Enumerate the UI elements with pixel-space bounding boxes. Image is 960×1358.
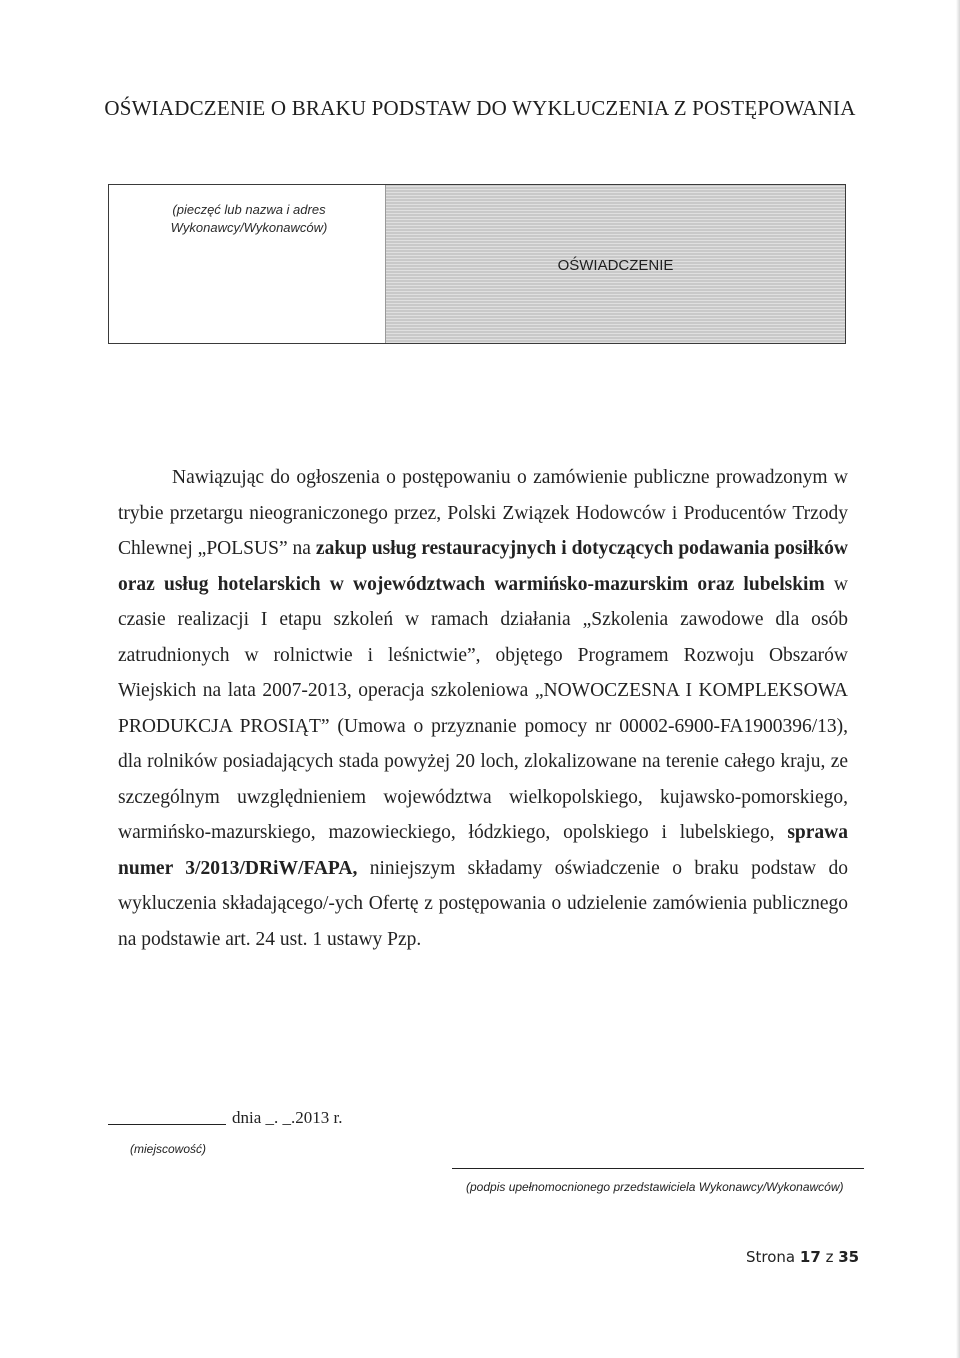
statement-scope-bold: zakup usług restauracyjnych i dotyczących podawania posiłków oraz usług hotelarskich w województwach warmińsko-mazurskim oraz lubelskim bbox=[118, 538, 849, 595]
place-line bbox=[108, 1124, 226, 1125]
header-box bbox=[108, 184, 846, 344]
statement-part-1: Nawiązując do ogłoszenia o postępowaniu o zamówienie publiczne prowadzonym w trybie przetargu nieograniczonego przez, Polski Związek Hodowców i Producentów Trzody Chlewnej „POLSUS” na bbox=[118, 467, 848, 559]
place-label: (miejscowość) bbox=[130, 1142, 207, 1156]
stamp-label-line2: Wykonawcy/Wykonawców) bbox=[170, 220, 328, 235]
shaded-heading-area bbox=[385, 185, 845, 343]
shaded-heading-label: OŚWIADCZENIE bbox=[557, 257, 674, 274]
stamp-label bbox=[129, 201, 369, 237]
statement-part-3: niniejszym składamy oświadczenie o braku podstaw do wykluczenia składającego/-ych Ofertę z postępowania o udzielenie zamówienia publicznego na podstawie art. 24 ust. 1 ustawy Pzp. bbox=[118, 857, 848, 950]
case-number-bold: sprawa numer 3/2013/DRiW/FAPA, bbox=[118, 822, 848, 879]
page-separator: z bbox=[825, 1248, 834, 1266]
stamp-label-line1: (pieczęć lub nazwa i adres bbox=[172, 202, 326, 217]
signature-label: (podpis upełnomocnionego przedstawiciela Wykonawcy/Wykonawców) bbox=[466, 1180, 844, 1194]
page-number bbox=[746, 1248, 859, 1266]
statement-paragraph bbox=[118, 460, 848, 957]
statement-part-2: w czasie realizacji I etapu szkoleń w ramach działania „Szkolenia zawodowe dla osób zatrudnionych w rolnictwie i leśnictwie”, objętego Programem Rozwoju Obszarów Wiejskich na lata 2007-2013, operacja szkoleniowa „NOWOCZESNA I KOMPLEKSOWA PRODUKCJA PROSIĄT” (Umowa o przyznanie pomocy nr 00002-6900-FA1900396/13), dla rolników posiadających stada powyżej 20 loch, zlokalizowane na terenie całego kraju, ze szczególnym uwzględnieniem województwa wielkopolskiego, kujawsko-pomorskiego, warmińsko-mazurskiego, mazowieckiego, łódzkiego, opolskiego i lubelskiego, bbox=[118, 573, 848, 843]
stamp-area bbox=[109, 185, 385, 343]
page-current: 17 bbox=[799, 1248, 821, 1266]
page-prefix: Strona bbox=[746, 1248, 796, 1266]
date-field: dnia _. _.2013 r. bbox=[232, 1108, 343, 1127]
document-title: OŚWIADCZENIE O BRAKU PODSTAW DO WYKLUCZENIA Z POSTĘPOWANIA bbox=[104, 96, 856, 120]
signature-line bbox=[452, 1168, 864, 1169]
page-total: 35 bbox=[838, 1248, 860, 1266]
scan-edge-shadow bbox=[956, 0, 960, 1358]
